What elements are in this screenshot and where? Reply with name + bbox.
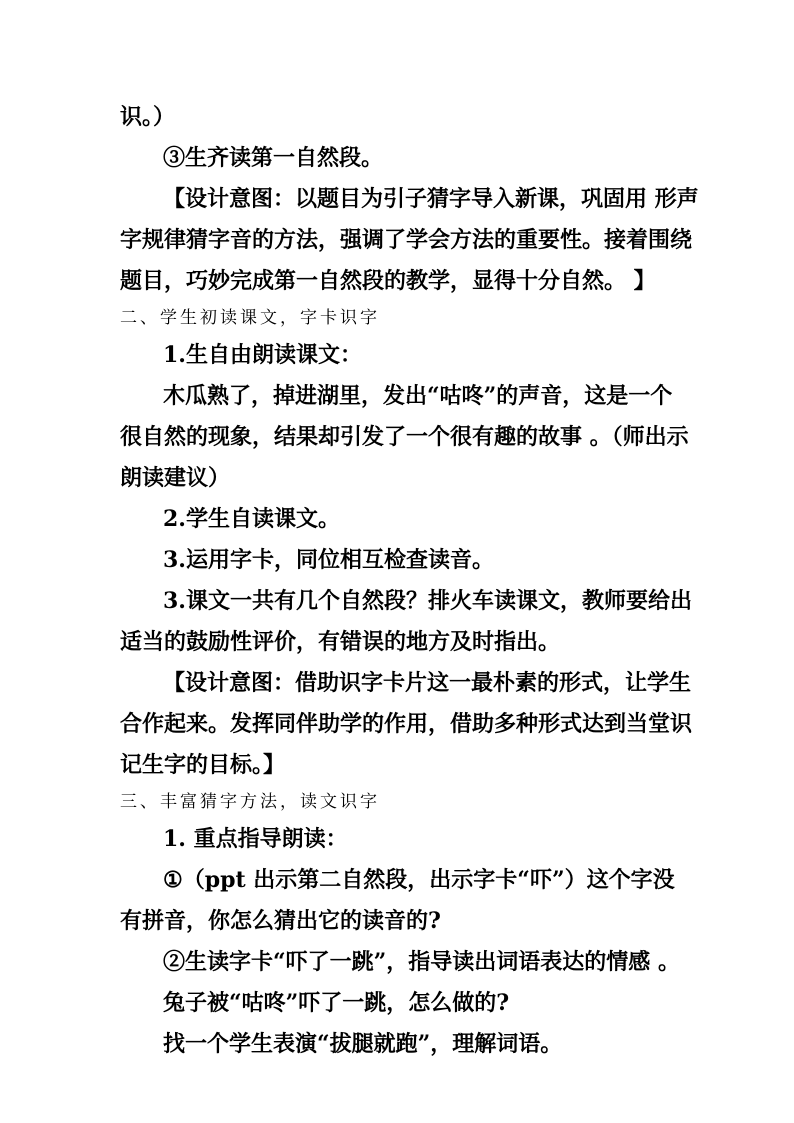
text-line-7: 1.生自由朗读课文： [163,342,362,368]
design-intent-line-1: 【设计意图：以题目为引子猜字导入新课，巩固用 形声 [163,186,699,212]
design-intent-line-4: 【设计意图：借助识字卡片这一最朴素的形式，让学生 [163,670,692,696]
text-line-9: 很自然的现象，结果却引发了一个很有趣的故事 。（师出示 [120,424,689,450]
text-line-19: 1. 重点指导朗读： [163,826,348,852]
text-line-22: ②生读字卡“吓了一跳”，指导读出词语表达的情感 。 [163,949,680,975]
text-line-21: 有拼音，你怎么猜出它的读音的? [120,908,441,934]
text-line-12: 3.运用字卡，同位相互检查读音。 [163,547,494,573]
text-line-24: 找一个学生表演“拔腿就跑”，理解词语。 [163,1031,563,1057]
text-line-2: ③生齐读第一自然段。 [163,145,384,171]
design-intent-line-6: 记生字的目标。】 [120,752,286,778]
text-line-13: 3.课文一共有几个自然段？排火车读课文，教师要给出 [163,588,692,614]
text-line-11: 2.学生自读课文。 [163,506,340,532]
text-line-20: ①（ppt 出示第二自然段，出示字卡“吓”）这个字没 [163,867,675,893]
section-heading-3: 三、丰富猜字方法，读文识字 [120,792,380,812]
text-line-10: 朗读建议） [120,465,231,491]
text-line-23: 兔子被“咕咚”吓了一跳，怎么做的? [163,990,510,1016]
text-line-14: 适当的鼓励性评价，有错误的地方及时指出。 [120,629,561,655]
text-line-1: 识。） [120,104,176,130]
design-intent-line-2: 字规律猜字音的方法，强调了学会方法的重要性。接着围绕 [120,227,693,253]
design-intent-line-5: 合作起来。发挥同伴助学的作用，借助多种形式达到当堂识 [120,711,693,737]
text-line-8: 木瓜熟了，掉进湖里，发出“咕咚”的声音，这是一个 [163,383,673,409]
design-intent-line-3: 题目，巧妙完成第一自然段的教学，显得十分自然。 】 [120,268,656,294]
section-heading-2: 二、学生初读课文，字卡识字 [120,308,380,328]
